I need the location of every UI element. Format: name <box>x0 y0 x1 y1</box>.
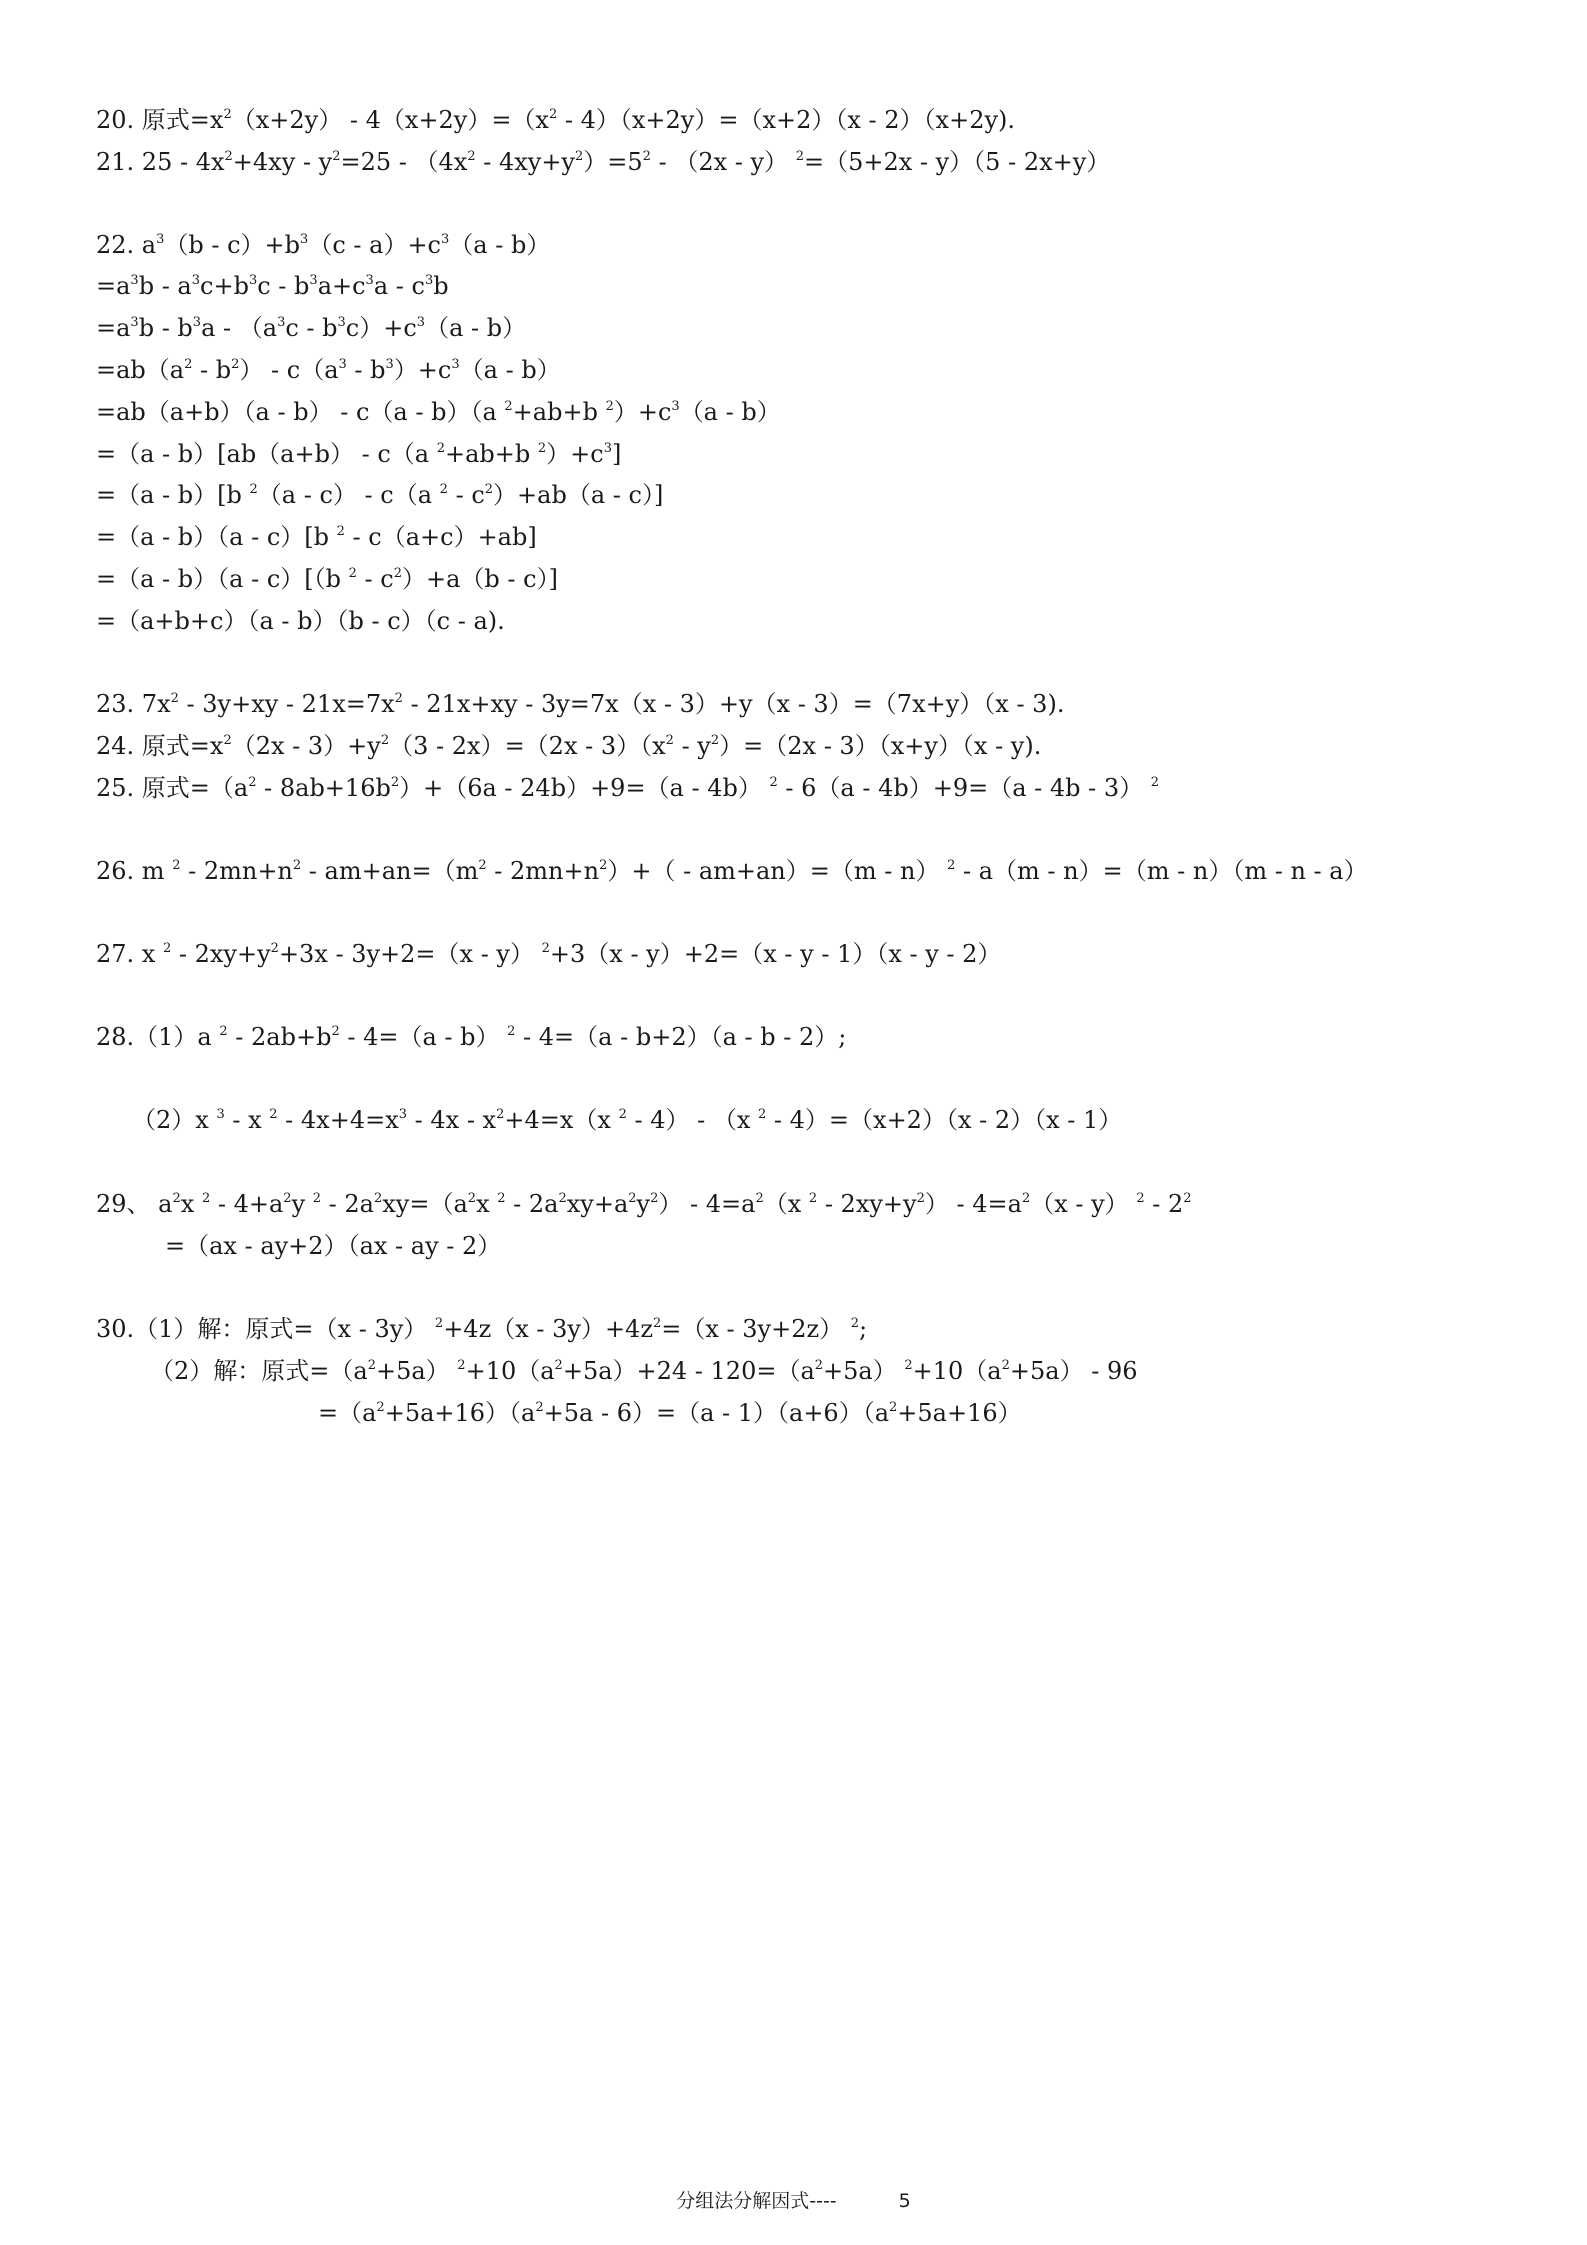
equation-line: （2）x $^3$ - x $^2 - 4x+4=x^3 - 4x - x^2+4=x(x$ $^2$ - 4） - （x $^2$ - 4）=（x+2）（x - 2）（x - 1） <box>132 1106 1123 1134</box>
page-number: 5 <box>898 2190 911 2212</box>
equation-line: =（a - b）[ab（a+b） - c（a $^2$+ab+b $^2)+c^3$] <box>96 440 622 468</box>
equation-line: 24. 原式$=x^2(2x - 3)+y^2(3 - 2x)=(2x - 3)(x^2 - y^2)=(2x - 3)(x+y)(x - y)$. <box>96 732 1042 760</box>
equation-line: 30.（1）解：原式=（x - 3y） $^2+4z(x - 3y)+4z^2=(x - 3y+2z)$ $^2$; <box>96 1315 868 1343</box>
equation-line: 23. $7x^2 - 3y+xy - 21x=7x^2 - 21x+xy - 3y=7x(x - 3)+y(x - 3)=(7x+y)(x - 3)$. <box>96 690 1065 718</box>
equation-line: $=(a^2+5a+16)(a^2+5a - 6)=(a - 1)(a+6)(a^2+5a+16)$ <box>318 1399 1022 1427</box>
footer-title: 分组法分解因式---- <box>676 2190 837 2212</box>
equation-line: 28.（1）a $^2 - 2ab+b^2 - 4=(a - b)$ $^2$ - 4=（a - b+2）（a - b - 2）; <box>96 1023 847 1051</box>
equation-line: $=ab(a^2 - b^2) - c(a^3 - b^3)+c^3(a - b)$ <box>96 356 561 384</box>
equation-line: 27. x $^2 - 2xy+y^2+3x - 3y+2=(x - y)$ $^2$+3（x - y）+2=（x - y - 1）（x - y - 2） <box>96 940 1002 968</box>
equation-line: $=a^3b - a^3c+b^3c - b^3a+c^3a - c^3b$ <box>96 272 449 300</box>
equation-line: =ab（a+b）（a - b） - c（a - b）（a $^2$+ab+b $^2)+c^3(a - b)$ <box>96 398 781 426</box>
equation-line: 29、 $a^2x$ $^2 - 4+a^2y$ $^2 - 2a^2xy=(a^2x$ $^2 - 2a^2xy+a^2y^2) - 4=a^2(x$ $^2 - 2xy+y^2) - 4=a^2(x - y)$ $^2 - 2^2$ <box>96 1190 1192 1218</box>
equation-line: （2）解：原式$=(a^2+5a)$ $^2+10(a^2+5a)+24 - 120=(a^2+5a)$ $^2+10(a^2+5a) - 96$ <box>150 1357 1138 1385</box>
equation-line: =（a - b）（a - c）[b $^2$ - c（a+c）+ab] <box>96 523 537 551</box>
equation-line: 20. 原式$=x^2(x+2y) - 4(x+2y)=(x^2 - 4)(x+2y)=(x+2)(x - 2)(x+2y)$. <box>96 106 1016 134</box>
equation-line: 25. 原式$=(a^2 - 8ab+16b^2)+(6a - 24b)+9=(a - 4b)$ $^2$ - 6（a - 4b）+9=（a - 4b - 3） $^2$ <box>96 774 1160 802</box>
equation-line: $=a^3b - b^3a - (a^3c - b^3c)+c^3(a - b)$ <box>96 314 527 342</box>
equation-line: 26. m $^2 - 2mn+n^2 - am+an=(m^2 - 2mn+n^2)+( - am+an)=(m - n)$ $^2$ - a（m - n）=（m - n）（m - n - a） <box>96 857 1368 885</box>
equation-line: =（a - b）（a - c）[（b $^2 - c^2)+a(b - c)$] <box>96 565 558 593</box>
equation-line: =（a - b）[b $^2$（a - c） - c（a $^2 - c^2)+ab(a - c)$] <box>96 481 664 509</box>
page-footer <box>0 2186 1587 2213</box>
equation-line: 22. $a^3(b - c)+b^3(c - a)+c^3(a - b)$ <box>96 231 551 259</box>
equation-line: =（a+b+c）（a - b）（b - c）（c - a). <box>96 607 505 635</box>
equation-line: 21. $25 - 4x^2+4xy - y^2=25 - (4x^2 - 4xy+y^2)=5^2 - (2x - y)$ $^2$=（5+2x - y）（5 - 2x+y） <box>96 148 1111 176</box>
equation-line: =（ax - ay+2）（ax - ay - 2） <box>165 1232 502 1260</box>
